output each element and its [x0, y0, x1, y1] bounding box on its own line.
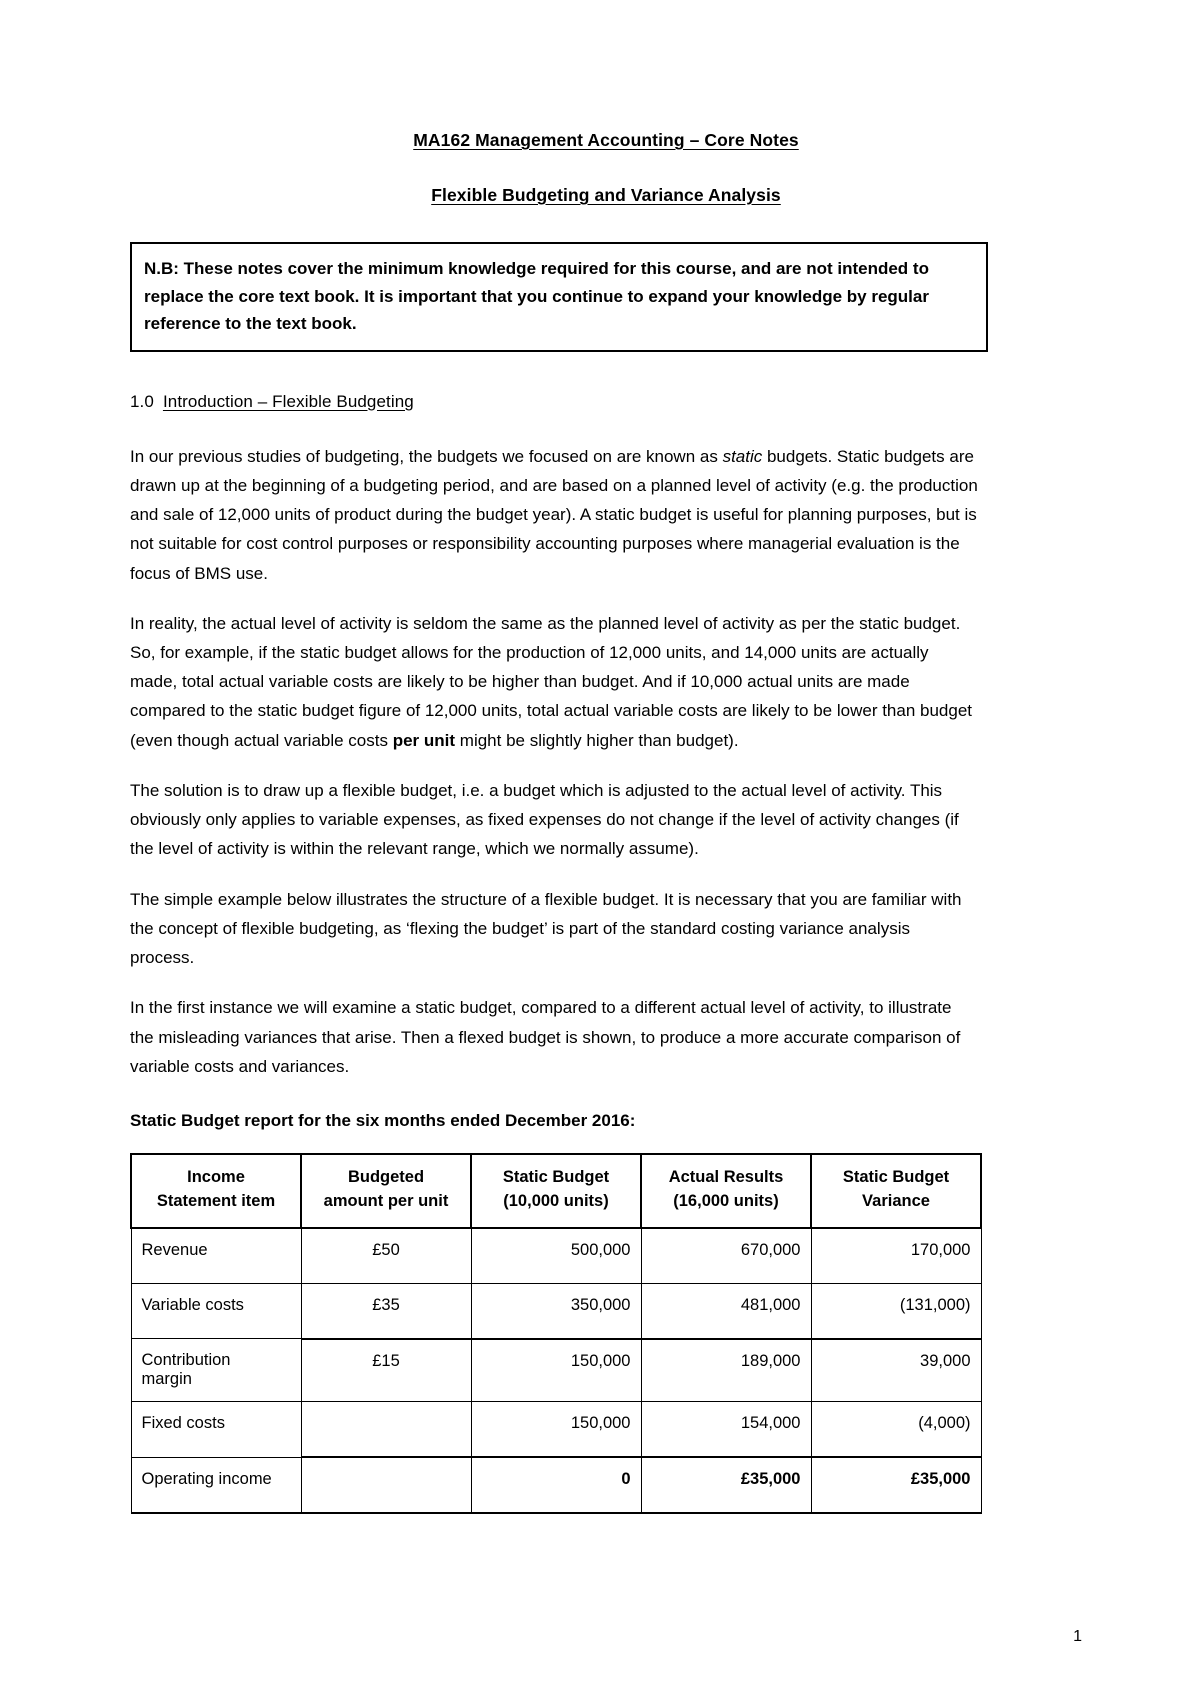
column-header-line-1: Static Budget	[502, 1168, 610, 1187]
paragraph-2	[130, 609, 978, 755]
column-header-line-2: (16,000 units)	[673, 1191, 779, 1210]
column-header-line-2: (10,000 units)	[503, 1191, 609, 1210]
table-body	[131, 1228, 981, 1514]
cell-static-budget: 0	[471, 1457, 641, 1513]
column-header-static-budget	[471, 1154, 641, 1228]
column-header-line-2: Variance	[862, 1191, 930, 1210]
cell-static-budget: 150,000	[471, 1402, 641, 1458]
paragraph-2-part-b: might be slightly higher than budget).	[455, 730, 739, 750]
table-header-row	[131, 1154, 981, 1228]
column-header-budgeted-amount-per-unit	[301, 1154, 471, 1228]
paragraph-1-part-a: In our previous studies of budgeting, the budgets we focused on are known as	[130, 446, 723, 466]
table-header	[131, 1154, 981, 1228]
column-header-line-2: Statement item	[156, 1191, 276, 1210]
page-number: 1	[1073, 1628, 1082, 1645]
cell-actual-results: 154,000	[641, 1402, 811, 1458]
section-heading	[130, 392, 1082, 412]
paragraph-2-part-a: In reality, the actual level of activity is seldom the same as the planned level of activity as per the static budget. So, for example, if the static budget allows for the production of 12,000 units, and 14,000 units are actually made, total actual variable costs are likely to be higher than budget. And if 10,000 actual units are made compared to the static budget figure of 12,000 units, total actual variable costs are likely to be lower than budget (even though actual variable costs	[130, 613, 973, 750]
note-box-text: N.B: These notes cover the minimum knowledge required for this course, and are not intended to replace the core text book. It is important that you continue to expand your knowledge by regular reference to the text book.	[144, 259, 929, 334]
table-row	[131, 1283, 981, 1339]
cell-variance: (4,000)	[811, 1402, 981, 1458]
table-row	[131, 1457, 981, 1513]
row-label-line-1: Contribution	[141, 1351, 231, 1370]
paragraph-5: In the first instance we will examine a static budget, compared to a different actual level of activity, to illustrate the misleading variances that arise. Then a flexed budget is shown, to produce a more accurate comparison of variable costs and variances.	[130, 998, 961, 1076]
document-title	[130, 118, 1082, 151]
paragraph-1-italic: static	[722, 446, 763, 466]
column-header-actual-results	[641, 1154, 811, 1228]
paragraph-1	[130, 442, 978, 588]
document-subtitle	[130, 185, 1082, 206]
column-header-line-1: Static Budget	[842, 1168, 950, 1187]
section-number: 1.0	[130, 391, 154, 411]
column-header-static-budget-variance	[811, 1154, 981, 1228]
cell-per-unit	[301, 1402, 471, 1458]
cell-static-budget: 500,000	[471, 1228, 641, 1284]
column-header-line-1: Actual Results	[668, 1168, 784, 1187]
paragraph-4: The simple example below illustrates the structure of a flexible budget. It is necessary that you are familiar with the concept of flexible budgeting, as ‘flexing the budget’ is part of the standard costing variance analysis process.	[130, 889, 962, 968]
column-header-line-1: Budgeted	[347, 1168, 425, 1187]
row-label: Revenue	[131, 1228, 301, 1284]
cell-actual-results: £35,000	[641, 1457, 811, 1513]
cell-actual-results: 189,000	[641, 1339, 811, 1402]
cell-static-budget: 350,000	[471, 1283, 641, 1339]
cell-per-unit	[301, 1457, 471, 1513]
document-title-text: MA162 Management Accounting – Core Notes	[413, 130, 799, 150]
section-title: Introduction – Flexible Budgeting	[162, 391, 414, 411]
document-subtitle-text: Flexible Budgeting and Variance Analysis	[431, 185, 781, 205]
static-budget-table	[130, 1153, 982, 1514]
paragraph-3: The solution is to draw up a flexible budget, i.e. a budget which is adjusted to the actual level of activity. This obviously only applies to variable expenses, as fixed expenses do not change if the level of activity changes (if the level of activity is within the relevant range, which we normally assume).	[130, 780, 959, 859]
paragraph-1-part-b: budgets. Static budgets are drawn up at the beginning of a budgeting period, and are based on a planned level of activity (e.g. the production and sale of 12,000 units of product during the budget year). A static budget is useful for planning purposes, but is not suitable for cost control purposes or responsibility accounting purposes where managerial evaluation is the focus of BMS use.	[130, 446, 978, 583]
column-header-line-1: Income	[187, 1168, 245, 1187]
table-row	[131, 1402, 981, 1458]
cell-variance: (131,000)	[811, 1283, 981, 1339]
paragraph-2-bold: per unit	[392, 730, 456, 750]
cell-actual-results: 481,000	[641, 1283, 811, 1339]
cell-per-unit: £35	[301, 1283, 471, 1339]
cell-variance: 170,000	[811, 1228, 981, 1284]
cell-variance: £35,000	[811, 1457, 981, 1513]
cell-per-unit: £15	[301, 1339, 471, 1402]
cell-per-unit: £50	[301, 1228, 471, 1284]
cell-static-budget: 150,000	[471, 1339, 641, 1402]
table-caption: Static Budget report for the six months ended December 2016:	[130, 1111, 636, 1131]
row-label	[131, 1339, 301, 1402]
table-row	[131, 1228, 981, 1284]
table-row	[131, 1339, 981, 1402]
row-label-line-2: margin	[141, 1370, 192, 1389]
cell-actual-results: 670,000	[641, 1228, 811, 1284]
column-header-line-2: amount per unit	[323, 1191, 449, 1210]
cell-variance: 39,000	[811, 1339, 981, 1402]
row-label: Fixed costs	[131, 1402, 301, 1458]
note-box	[130, 242, 988, 352]
row-label: Operating income	[131, 1457, 301, 1513]
column-header-income-statement-item	[131, 1154, 301, 1228]
row-label: Variable costs	[131, 1283, 301, 1339]
